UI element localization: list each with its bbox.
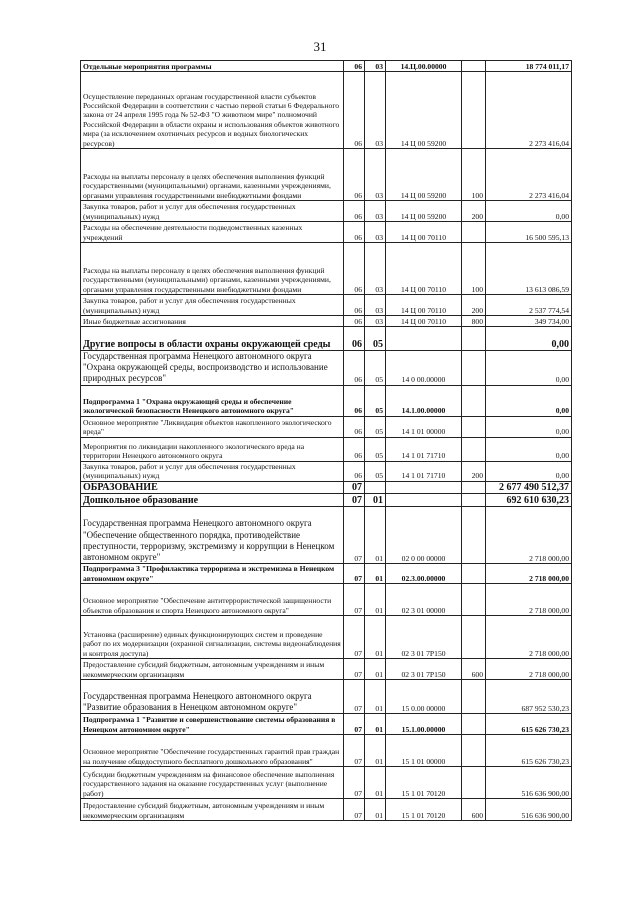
expense-type-code-cell xyxy=(462,714,486,735)
target-article-code-cell: 02 3 01 00000 xyxy=(386,584,462,616)
table-row xyxy=(81,584,572,616)
row-name-cell: Предоставление субсидий бюджетным, автономным учреждениям и иным некоммерческим организациям xyxy=(81,659,344,680)
section-code-cell: 06 xyxy=(344,351,365,386)
table-row xyxy=(81,659,572,680)
table-row xyxy=(81,316,572,327)
amount-cell: 2 718 000,00 xyxy=(486,659,572,680)
table-row xyxy=(81,680,572,714)
subsection-code-cell: 01 xyxy=(365,494,386,507)
amount-cell: 2 537 774,54 xyxy=(486,295,572,316)
subsection-code-cell xyxy=(365,481,386,494)
amount-cell: 0,00 xyxy=(486,201,572,222)
amount-cell: 516 636 900,00 xyxy=(486,799,572,821)
expense-type-code-cell: 600 xyxy=(462,659,486,680)
amount-cell: 615 626 730,23 xyxy=(486,714,572,735)
section-code-cell: 07 xyxy=(344,659,365,680)
row-name-cell: Осуществление переданных органам государственной власти субъектов Российской Федерации в соответствии с частью первой статьи 6 Федерального закона от 24 апреля 1995 года № 52-ФЗ "О животном мире" полномочий Российской Федерации в области охраны и использования объектов животного мира (за исключением охотничьих ресурсов и водных биологических ресурсов) xyxy=(81,72,344,149)
amount-cell: 2 718 000,00 xyxy=(486,584,572,616)
expense-type-code-cell xyxy=(462,481,486,494)
target-article-code-cell: 02.3.00.00000 xyxy=(386,564,462,584)
subsection-code-cell: 03 xyxy=(365,61,386,72)
subsection-code-cell: 01 xyxy=(365,507,386,564)
section-code-cell: 06 xyxy=(344,222,365,243)
amount-cell: 0,00 xyxy=(486,416,572,437)
table-row xyxy=(81,437,572,461)
target-article-code-cell: 14 Ц 00 70110 xyxy=(386,295,462,316)
amount-cell: 0,00 xyxy=(486,351,572,386)
expense-type-code-cell xyxy=(462,222,486,243)
expense-type-code-cell xyxy=(462,767,486,799)
target-article-code-cell: 15 1 01 00000 xyxy=(386,735,462,767)
section-code-cell: 07 xyxy=(344,680,365,714)
table-row xyxy=(81,327,572,351)
amount-cell: 0,00 xyxy=(486,437,572,461)
section-code-cell: 07 xyxy=(344,767,365,799)
section-code-cell: 07 xyxy=(344,507,365,564)
row-name-cell: Государственная программа Ненецкого автономного округа "Развитие образования в Ненецком автономном округе" xyxy=(81,680,344,714)
expense-type-code-cell: 100 xyxy=(462,243,486,295)
subsection-code-cell: 05 xyxy=(365,437,386,461)
row-name-cell: Подпрограмма 1 "Охрана окружающей среды и обеспечение экологической безопасности Ненецкого автономного округа" xyxy=(81,385,344,416)
subsection-code-cell: 05 xyxy=(365,461,386,481)
section-code-cell: 07 xyxy=(344,616,365,659)
section-code-cell: 06 xyxy=(344,72,365,149)
target-article-code-cell xyxy=(386,481,462,494)
target-article-code-cell: 14.1.00.00000 xyxy=(386,385,462,416)
table-row xyxy=(81,222,572,243)
subsection-code-cell: 01 xyxy=(365,714,386,735)
subsection-code-cell: 01 xyxy=(365,735,386,767)
expense-type-code-cell xyxy=(462,351,486,386)
table-row xyxy=(81,72,572,149)
target-article-code-cell: 15 1 01 70120 xyxy=(386,767,462,799)
section-code-cell: 06 xyxy=(344,385,365,416)
page-number: 31 xyxy=(313,39,327,54)
section-code-cell: 06 xyxy=(344,327,365,351)
section-code-cell: 06 xyxy=(344,149,365,201)
expense-type-code-cell xyxy=(462,327,486,351)
row-name-cell: Расходы на обеспечение деятельности подведомственных казенных учреждений xyxy=(81,222,344,243)
amount-cell: 2 677 490 512,37 xyxy=(486,481,572,494)
row-name-cell: Подпрограмма 3 "Профилактика терроризма и экстремизма в Ненецком автономном округе" xyxy=(81,564,344,584)
amount-cell: 2 718 000,00 xyxy=(486,507,572,564)
expense-type-code-cell xyxy=(462,680,486,714)
target-article-code-cell: 14 Ц 00 59200 xyxy=(386,201,462,222)
target-article-code-cell: 14 0 00.00000 xyxy=(386,351,462,386)
table-row xyxy=(81,351,572,386)
subsection-code-cell: 03 xyxy=(365,72,386,149)
target-article-code-cell: 14 Ц 00 70110 xyxy=(386,243,462,295)
table-row xyxy=(81,295,572,316)
section-code-cell: 06 xyxy=(344,201,365,222)
subsection-code-cell: 01 xyxy=(365,584,386,616)
table-row xyxy=(81,243,572,295)
row-name-cell: Другие вопросы в области охраны окружающей среды xyxy=(81,327,344,351)
section-code-cell: 06 xyxy=(344,316,365,327)
expense-type-code-cell xyxy=(462,416,486,437)
expense-type-code-cell xyxy=(462,385,486,416)
section-code-cell: 07 xyxy=(344,735,365,767)
amount-cell: 0,00 xyxy=(486,385,572,416)
amount-cell: 2 273 416,04 xyxy=(486,72,572,149)
subsection-code-cell: 05 xyxy=(365,327,386,351)
section-code-cell: 07 xyxy=(344,714,365,735)
row-name-cell: Отдельные мероприятия программы xyxy=(81,61,344,72)
row-name-cell: Закупка товаров, работ и услуг для обеспечения государственных (муниципальных) нужд xyxy=(81,201,344,222)
target-article-code-cell xyxy=(386,327,462,351)
section-code-cell: 06 xyxy=(344,416,365,437)
target-article-code-cell: 14 Ц 00 59200 xyxy=(386,149,462,201)
expense-type-code-cell xyxy=(462,72,486,149)
row-name-cell: Государственная программа Ненецкого автономного округа "Обеспечение общественного порядка, противодействие преступности, терроризму, экстремизму и коррупции в Ненецком автономном округе" xyxy=(81,507,344,564)
target-article-code-cell xyxy=(386,494,462,507)
expense-type-code-cell xyxy=(462,494,486,507)
table-row xyxy=(81,385,572,416)
target-article-code-cell: 02 3 01 7Р150 xyxy=(386,659,462,680)
expense-type-code-cell xyxy=(462,437,486,461)
row-name-cell: Основное мероприятие "Обеспечение государственных гарантий прав граждан на получение общедоступного бесплатного дошкольного образования" xyxy=(81,735,344,767)
row-name-cell: Субсидии бюджетным учреждениям на финансовое обеспечение выполнения государственного задания на оказание государственных услуг (выполнение работ) xyxy=(81,767,344,799)
subsection-code-cell: 03 xyxy=(365,149,386,201)
expense-type-code-cell: 800 xyxy=(462,316,486,327)
row-name-cell: Расходы на выплаты персоналу в целях обеспечения выполнения функций государственными (муниципальными) органами, казенными учреждениями, органами управления государственными внебюджетными фондами xyxy=(81,243,344,295)
target-article-code-cell: 14 1 01 71710 xyxy=(386,461,462,481)
section-code-cell: 07 xyxy=(344,564,365,584)
target-article-code-cell: 14 Ц 00 70110 xyxy=(386,222,462,243)
table-row xyxy=(81,799,572,821)
expense-type-code-cell xyxy=(462,616,486,659)
section-code-cell: 06 xyxy=(344,461,365,481)
row-name-cell: Дошкольное образование xyxy=(81,494,344,507)
expense-type-code-cell xyxy=(462,584,486,616)
expense-type-code-cell xyxy=(462,735,486,767)
target-article-code-cell: 14.Ц.00.00000 xyxy=(386,61,462,72)
budget-table-body xyxy=(81,61,572,821)
row-name-cell: Предоставление субсидий бюджетным, автономным учреждениям и иным некоммерческим организациям xyxy=(81,799,344,821)
target-article-code-cell: 14 1 01 71710 xyxy=(386,437,462,461)
target-article-code-cell: 15 0.00 00000 xyxy=(386,680,462,714)
table-row xyxy=(81,507,572,564)
expense-type-code-cell: 200 xyxy=(462,201,486,222)
target-article-code-cell: 02 0 00 00000 xyxy=(386,507,462,564)
amount-cell: 2 273 416,04 xyxy=(486,149,572,201)
section-code-cell: 06 xyxy=(344,295,365,316)
row-name-cell: Основное мероприятие "Обеспечение антитеррористической защищенности объектов образования и спорта Ненецкого автономного округа" xyxy=(81,584,344,616)
table-row xyxy=(81,767,572,799)
expense-type-code-cell xyxy=(462,61,486,72)
table-row xyxy=(81,714,572,735)
section-code-cell: 06 xyxy=(344,437,365,461)
row-name-cell: ОБРАЗОВАНИЕ xyxy=(81,481,344,494)
target-article-code-cell: 15 1 01 70120 xyxy=(386,799,462,821)
subsection-code-cell: 01 xyxy=(365,680,386,714)
amount-cell: 2 718 000,00 xyxy=(486,564,572,584)
row-name-cell: Государственная программа Ненецкого автономного округа "Охрана окружающей среды, воспроизводство и использование природных ресурсов" xyxy=(81,351,344,386)
table-row xyxy=(81,461,572,481)
amount-cell: 13 613 086,59 xyxy=(486,243,572,295)
amount-cell: 692 610 630,23 xyxy=(486,494,572,507)
budget-table xyxy=(80,60,572,821)
amount-cell: 16 500 595,13 xyxy=(486,222,572,243)
table-row xyxy=(81,149,572,201)
expense-type-code-cell: 200 xyxy=(462,295,486,316)
section-code-cell: 06 xyxy=(344,61,365,72)
subsection-code-cell: 03 xyxy=(365,243,386,295)
amount-cell: 18 774 011,17 xyxy=(486,61,572,72)
subsection-code-cell: 01 xyxy=(365,799,386,821)
expense-type-code-cell: 200 xyxy=(462,461,486,481)
row-name-cell: Расходы на выплаты персоналу в целях обеспечения выполнения функций государственными (муниципальными) органами, казенными учреждениями, органами управления государственными внебюджетными фондами xyxy=(81,149,344,201)
amount-cell: 0,00 xyxy=(486,327,572,351)
target-article-code-cell: 15.1.00.00000 xyxy=(386,714,462,735)
subsection-code-cell: 01 xyxy=(365,564,386,584)
section-code-cell: 07 xyxy=(344,494,365,507)
expense-type-code-cell xyxy=(462,564,486,584)
table-row xyxy=(81,564,572,584)
subsection-code-cell: 05 xyxy=(365,416,386,437)
subsection-code-cell: 03 xyxy=(365,222,386,243)
section-code-cell: 07 xyxy=(344,584,365,616)
table-row xyxy=(81,481,572,494)
section-code-cell: 06 xyxy=(344,243,365,295)
amount-cell: 615 626 730,23 xyxy=(486,735,572,767)
row-name-cell: Закупка товаров, работ и услуг для обеспечения государственных (муниципальных) нужд xyxy=(81,461,344,481)
table-row xyxy=(81,416,572,437)
subsection-code-cell: 01 xyxy=(365,767,386,799)
table-row xyxy=(81,616,572,659)
row-name-cell: Иные бюджетные ассигнования xyxy=(81,316,344,327)
amount-cell: 2 718 000,00 xyxy=(486,616,572,659)
target-article-code-cell: 14 1 01 00000 xyxy=(386,416,462,437)
target-article-code-cell: 02 3 01 7Р150 xyxy=(386,616,462,659)
target-article-code-cell: 14 Ц 00 59200 xyxy=(386,72,462,149)
expense-type-code-cell xyxy=(462,507,486,564)
target-article-code-cell: 14 Ц 00 70110 xyxy=(386,316,462,327)
section-code-cell: 07 xyxy=(344,481,365,494)
table-row xyxy=(81,61,572,72)
expense-type-code-cell: 100 xyxy=(462,149,486,201)
subsection-code-cell: 01 xyxy=(365,659,386,680)
table-row xyxy=(81,494,572,507)
row-name-cell: Закупка товаров, работ и услуг для обеспечения государственных (муниципальных) нужд xyxy=(81,295,344,316)
amount-cell: 349 734,00 xyxy=(486,316,572,327)
row-name-cell: Мероприятия по ликвидации накопленного экологического вреда на территории Ненецкого автономного округа xyxy=(81,437,344,461)
row-name-cell: Установка (расширение) единых функционирующих систем и проведение работ по их модернизации (охранной сигнализации, системы видеонаблюдения и контроля доступа) xyxy=(81,616,344,659)
row-name-cell: Подпрограмма 1 "Развитие и совершенствование системы образования в Ненецком автономном округе" xyxy=(81,714,344,735)
table-row xyxy=(81,735,572,767)
subsection-code-cell: 01 xyxy=(365,616,386,659)
table-row xyxy=(81,201,572,222)
subsection-code-cell: 03 xyxy=(365,316,386,327)
amount-cell: 0,00 xyxy=(486,461,572,481)
amount-cell: 516 636 900,00 xyxy=(486,767,572,799)
subsection-code-cell: 03 xyxy=(365,201,386,222)
expense-type-code-cell: 600 xyxy=(462,799,486,821)
subsection-code-cell: 05 xyxy=(365,385,386,416)
subsection-code-cell: 03 xyxy=(365,295,386,316)
subsection-code-cell: 05 xyxy=(365,351,386,386)
row-name-cell: Основное мероприятие "Ликвидация объектов накопленного экологического вреда" xyxy=(81,416,344,437)
section-code-cell: 07 xyxy=(344,799,365,821)
amount-cell: 687 952 530,23 xyxy=(486,680,572,714)
